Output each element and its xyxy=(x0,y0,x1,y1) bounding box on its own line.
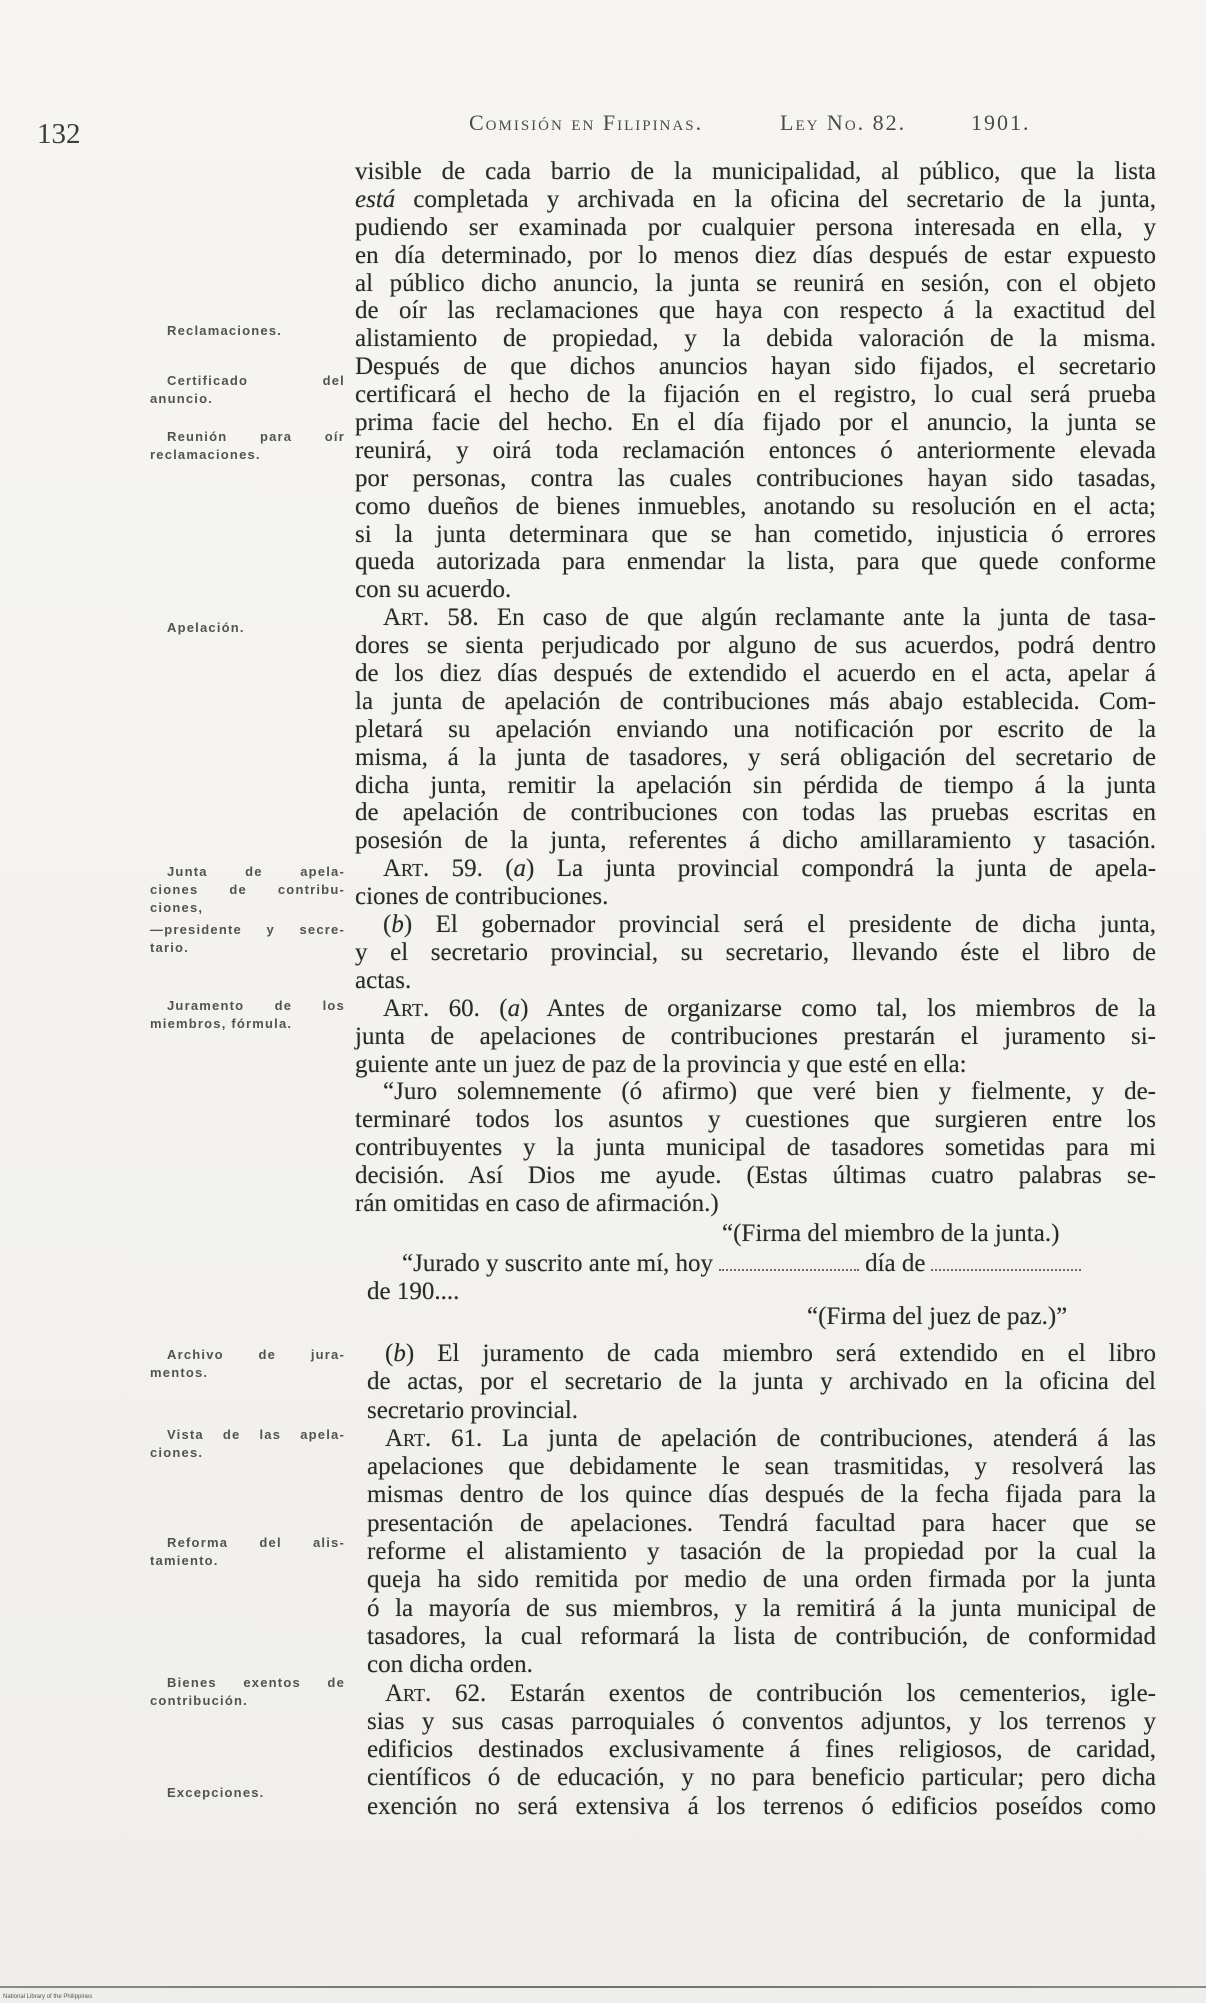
text-line: dores se sienta perjudicado por alguno de sus acuerdos, podrá dentro xyxy=(355,632,1156,660)
margin-note-line: mentos. xyxy=(150,1365,209,1380)
text-line: guiente ante un juez de paz de la provincia y que esté en ella: xyxy=(355,1050,967,1078)
text-line: junta de apelaciones de contribuciones prestarán el juramento si- xyxy=(355,1022,1156,1050)
margin-note-line: —presidente y secre- xyxy=(150,922,345,937)
article-62-line xyxy=(367,1680,1156,1708)
margin-note-line: anuncio. xyxy=(150,391,214,406)
text-line xyxy=(355,911,1156,939)
text-line: edificios destinados exclusivamente á fines religiosos, de caridad, xyxy=(367,1736,1156,1764)
text-line: de los diez días después de extendido el acuerdo en el acta, apelar á xyxy=(355,660,1156,688)
text-line: como dueños de bienes inmuebles, anotando su resolución en el acta; xyxy=(355,492,1156,520)
italic-letter: a xyxy=(513,855,527,883)
oath-line: decisión. Así Dios me ayude. (Estas últimas cuatro palabras se- xyxy=(355,1162,1156,1190)
text-line: de oír las reclamaciones que haya con respecto á la exactitud del xyxy=(355,297,1156,325)
library-credit: National Library of the Philippines xyxy=(3,1994,93,2000)
oath-line: terminaré todos los asuntos y cuestiones que surgieren entre los xyxy=(355,1106,1156,1134)
article-60-line xyxy=(355,995,1156,1023)
italic-letter: b xyxy=(393,1340,406,1367)
article-label: Art. xyxy=(383,855,430,883)
margin-note-line: contribución. xyxy=(150,1693,248,1708)
text-segment: ) Antes de organizarse como tal, los miembros de la xyxy=(520,994,1156,1022)
text-line: dicha junta, remitir la apelación sin pérdida de tiempo á la junta xyxy=(355,771,1156,799)
text-segment: 60. ( xyxy=(448,994,508,1022)
margin-note-vista xyxy=(150,1426,345,1462)
margin-note-junta-apelaciones xyxy=(150,863,345,917)
margin-note-line: Reunión para oír xyxy=(167,429,345,444)
article-label: Art. xyxy=(385,1679,432,1707)
margin-note-juramento xyxy=(150,997,345,1033)
text-line: presentación de apelaciones. Tendrá facultad para hacer que se xyxy=(367,1509,1156,1537)
text-line: en día determinado, por lo menos diez días después de estar expuesto xyxy=(355,241,1156,269)
margin-note-line: Excepciones. xyxy=(167,1785,265,1800)
margin-note-line: tamiento. xyxy=(150,1553,219,1568)
text-segment: ) El gobernador provincial será el presidente de dicha junta, xyxy=(403,911,1156,939)
text-segment: completada y archivada en la oficina del secretario de la junta, xyxy=(413,185,1157,213)
text-line: tasadores, la cual reformará la lista de contribución, de conformidad xyxy=(367,1622,1156,1650)
margin-note-line: Junta de apela- xyxy=(167,864,345,879)
margin-note-line: Vista de las apela- xyxy=(167,1427,345,1442)
running-title-law: Ley No. 82. xyxy=(780,110,907,135)
margin-note-line: miembros, fórmula. xyxy=(150,1016,293,1031)
margin-note-line: Juramento de los xyxy=(167,998,345,1013)
article-label: Art. xyxy=(383,994,430,1022)
text-line: queda autorizada para enmendar la lista, para que quede conforme xyxy=(355,548,1156,576)
text-segment: ( xyxy=(383,911,392,939)
oath-line: “Juro solemnemente (ó afirmo) que veré bien y fielmente, y de- xyxy=(383,1078,1156,1106)
article-61-line xyxy=(367,1425,1156,1453)
oath-line: contribuyentes y la junta municipal de tasadores sometidas para mi xyxy=(355,1134,1156,1162)
judge-signature-line: “(Firma del juez de paz.)” xyxy=(807,1303,1068,1330)
page-edge-line xyxy=(0,1986,1206,1988)
margin-note-line: ciones de contribu- xyxy=(150,882,345,897)
margin-note-archivo xyxy=(150,1346,345,1382)
text-line: reforme el alistamiento y tasación de la propiedad por la cual la xyxy=(367,1538,1156,1566)
text-line xyxy=(367,1340,1156,1368)
text-line: sias y sus casas parroquiales ó conventos adjuntos, y los terrenos y xyxy=(367,1707,1156,1735)
year-line: de 190.... xyxy=(367,1278,460,1305)
body-text-lower xyxy=(367,1340,1156,1821)
margin-note-line: ciones, xyxy=(150,900,204,915)
text-line: reunirá, y oirá toda reclamación entonces ó anteriormente elevada xyxy=(355,436,1156,464)
text-line: queja ha sido remitida por medio de una orden firmada por la junta xyxy=(367,1566,1156,1594)
margin-note-presidente xyxy=(150,921,345,957)
text-line: con dicha orden. xyxy=(367,1651,533,1679)
margin-note-line: Archivo de jura- xyxy=(167,1347,345,1362)
text-segment: 59. ( xyxy=(451,855,514,883)
margin-note-reforma xyxy=(150,1534,345,1570)
text-line: Después de que dichos anuncios hayan sido fijados, el secretario xyxy=(355,353,1156,381)
text-line: prima facie del hecho. En el día fijado por el anuncio, la junta se xyxy=(355,409,1156,437)
text-line: alistamiento de propiedad, y la debida valoración de la misma. xyxy=(355,325,1156,353)
day-label: día de xyxy=(865,1250,926,1277)
article-label: Art. xyxy=(385,1424,432,1452)
italic-letter: a xyxy=(507,994,521,1022)
text-segment: ( xyxy=(385,1340,394,1367)
article-58-line xyxy=(355,604,1156,632)
text-line: pletará su apelación enviando una notificación por escrito de la xyxy=(355,715,1156,743)
margin-note-line: Certificado del xyxy=(167,373,345,388)
text-line: pudiendo ser examinada por cualquier persona interesada en ella, y xyxy=(355,213,1156,241)
text-line: apelaciones que debidamente le sean trasmitidas, y resolverá las xyxy=(367,1453,1156,1481)
running-title-year: 1901. xyxy=(971,110,1031,135)
margin-note-line: Reclamaciones. xyxy=(167,323,283,338)
margin-note-line: tario. xyxy=(150,940,189,955)
italic-letter: b xyxy=(391,911,404,939)
running-title: Comisión en Filipinas. xyxy=(469,110,704,135)
margin-note-line: ciones. xyxy=(150,1445,204,1460)
text-line: actas. xyxy=(355,966,412,994)
text-line: con su acuerdo. xyxy=(355,576,512,604)
article-label: Art. xyxy=(383,604,430,632)
text-line: mismas dentro de los quince días después de la fecha fijada para la xyxy=(367,1481,1156,1509)
text-line xyxy=(355,186,1156,214)
article-59-line xyxy=(355,855,1156,883)
sworn-line xyxy=(402,1250,1087,1278)
member-signature-line: “(Firma del miembro de la junta.) xyxy=(722,1220,1060,1247)
text-line: posesión de la junta, referentes á dicho amillaramiento y tasación. xyxy=(355,827,1156,855)
text-segment: 58. En caso de que algún reclamante ante la junta de tasa- xyxy=(447,604,1157,632)
margin-note-apelacion xyxy=(150,619,345,637)
margin-note-reunion xyxy=(150,428,345,464)
page-number: 132 xyxy=(37,118,81,150)
text-line: certificará el hecho de la fijación en el registro, lo cual será prueba xyxy=(355,381,1156,409)
margin-note-excepciones xyxy=(150,1784,345,1802)
text-line: secretario provincial. xyxy=(367,1396,579,1424)
text-line: si la junta determinara que se han cometido, injusticia ó errores xyxy=(355,520,1156,548)
text-line: la junta de apelación de contribuciones más abajo establecida. Com- xyxy=(355,687,1156,715)
text-line: de actas, por el secretario de la junta y archivado en la oficina del xyxy=(367,1368,1156,1396)
margin-note-line: Reforma del alis- xyxy=(167,1535,345,1550)
margin-note-reclamaciones xyxy=(150,322,345,340)
margin-note-certificado xyxy=(150,372,345,408)
italic-word: está xyxy=(355,185,396,213)
text-line: ciones de contribuciones. xyxy=(355,883,609,911)
text-line: ó la mayoría de sus miembros, y la remitirá á la junta municipal de xyxy=(367,1594,1156,1622)
text-segment: 61. La junta de apelación de contribuciones, atenderá á las xyxy=(450,1424,1157,1452)
dotted-leader xyxy=(719,1269,859,1271)
text-line: al público dicho anuncio, la junta se reunirá en sesión, con el objeto xyxy=(355,269,1156,297)
margin-note-bienes-exentos xyxy=(150,1674,345,1710)
text-line: misma, á la junta de tasadores, y será obligación del secretario de xyxy=(355,743,1156,771)
text-line: y el secretario provincial, su secretario, llevando éste el libro de xyxy=(355,938,1156,966)
text-segment: ) La junta provincial compondrá la junta de apela- xyxy=(526,855,1157,883)
dotted-leader xyxy=(931,1269,1081,1271)
text-line: visible de cada barrio de la municipalidad, al público, que la lista xyxy=(355,158,1156,185)
text-line: de apelación de contribuciones con todas las pruebas escritas en xyxy=(355,799,1156,827)
text-segment: 62. Estarán exentos de contribución los cementerios, igle- xyxy=(455,1679,1157,1707)
text-line: por personas, contra las cuales contribuciones hayan sido tasadas, xyxy=(355,464,1156,492)
oath-line: rán omitidas en caso de afirmación.) xyxy=(355,1189,719,1217)
text-line: científicos ó de educación, y no para beneficio particular; pero dicha xyxy=(367,1764,1156,1792)
sworn-prefix: “Jurado y suscrito ante mí, hoy xyxy=(402,1250,714,1277)
text-line: exención no será extensiva á los terrenos ó edificios poseídos como xyxy=(367,1792,1156,1820)
margin-note-line: reclamaciones. xyxy=(150,447,261,462)
text-segment: ) El juramento de cada miembro será extendido en el libro xyxy=(405,1340,1156,1367)
margin-note-line: Apelación. xyxy=(167,620,245,635)
margin-note-line: Bienes exentos de xyxy=(167,1675,345,1690)
body-text-upper xyxy=(355,158,1156,1218)
